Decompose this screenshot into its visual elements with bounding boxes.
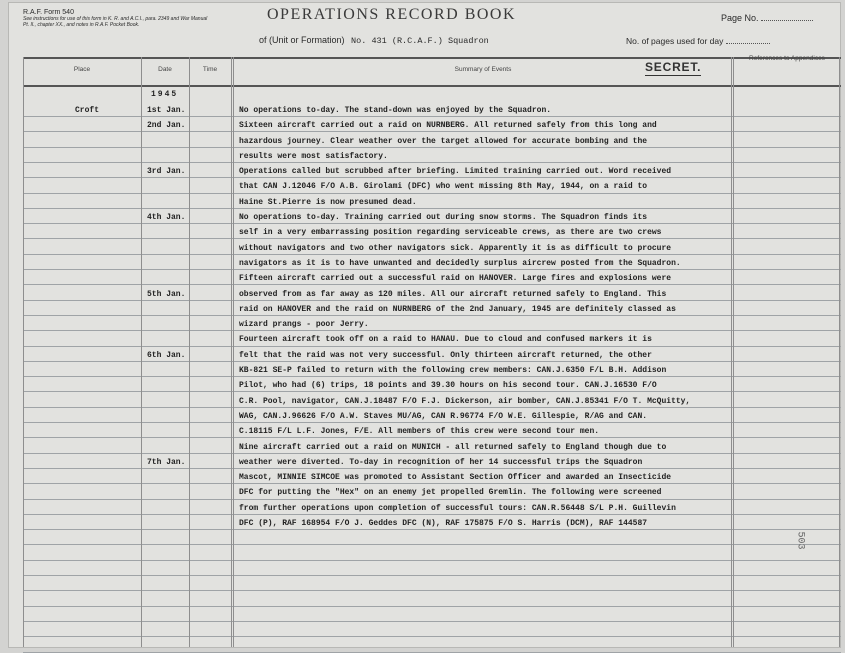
summary-line: No operations to-day. The stand-down was enjoyed by the Squadron. (239, 106, 552, 115)
summary-line: wizard prangs - poor Jerry. (239, 320, 369, 330)
summary-line: from further operations upon completion of successful tours: CAN.R.56448 S/L P.H. Guillevin (239, 503, 676, 513)
row-rule (23, 560, 841, 561)
form-name: R.A.F. Form 540 (23, 9, 74, 16)
summary-line: self in a very embarrassing position regarding serviceable crews, as there are two crews (239, 228, 662, 238)
row-rule (23, 544, 841, 545)
summary-line: results were most satisfactory. (239, 151, 388, 161)
summary-line: WAG, CAN.J.96626 F/O A.W. Staves MU/AG, CAN R.96774 F/O W.E. Gillespie, R/AG and CAN. (239, 411, 648, 421)
time-divider (231, 57, 232, 647)
secret-stamp: SECRET. (645, 60, 702, 74)
left-border (23, 57, 24, 647)
unit-value: No. 431 (R.C.A.F.) Squadron (351, 36, 489, 46)
date-entry: 1st Jan. (147, 106, 186, 115)
year-label: 1945 (151, 90, 179, 99)
col-place: Place (73, 66, 91, 73)
margin-note: 503 (794, 531, 806, 550)
pages-used-value (726, 43, 770, 44)
date-divider (189, 57, 190, 647)
date-entry: 3rd Jan. (147, 167, 186, 177)
page-number-field (721, 13, 813, 23)
row-rule (23, 652, 841, 653)
summary-line: C.R. Pool, navigator, CAN.J.18487 F/O F.J. Dickerson, air bomber, CAN.J.85341 F/O T. McQuitty, (239, 396, 691, 406)
header-bottom-rule (23, 85, 841, 87)
summary-line: Operations called but scrubbed after briefing. Limited training carried out. Word received (239, 167, 672, 177)
page-title: OPERATIONS RECORD BOOK (267, 6, 517, 23)
pages-used-field (626, 36, 770, 46)
unit-label: of (Unit or Formation) (259, 35, 345, 45)
summary-line: Mascot, MINNIE SIMCOE was promoted to Assistant Section Officer and awarded an Insecticide (239, 473, 672, 483)
col-date: Date (158, 66, 172, 73)
place-croft: Croft (75, 106, 100, 115)
summary-line: hazardous journey. Clear weather over the target allowed for accurate bombing and the (239, 136, 648, 146)
summary-line: Pilot, who had (6) trips, 18 points and 39.30 hours on his second tour. CAN.J.16530 F/O (239, 381, 657, 391)
table-top-rule (23, 57, 841, 59)
row-rule (23, 621, 841, 622)
date-entry: 5th Jan. (147, 289, 186, 299)
right-border (839, 57, 840, 647)
summary-divider (731, 57, 732, 647)
summary-line: KB-821 SE-P failed to return with the following crew members: CAN.J.6350 F/L B.H. Addison (239, 366, 667, 376)
date-entry: 7th Jan. (147, 457, 186, 467)
col-references: References to Appendices (749, 55, 825, 62)
date-entry: 6th Jan. (147, 350, 186, 360)
unit-field (259, 35, 489, 46)
summary-line: without navigators and two other navigators sick. Apparently it is as difficult to procure (239, 243, 672, 253)
summary-line: raid on HANOVER and the raid on NURNBERG of the 2nd January, 1945 are definitely classed as (239, 304, 676, 314)
place-divider (141, 57, 142, 647)
summary-text (239, 103, 690, 531)
page-number-value (761, 20, 813, 21)
summary-line: No operations to-day. Training carried out during snow storms. The Squadron finds its (239, 213, 648, 223)
summary-line: Sixteen aircraft carried out a raid on NURNBERG. All returned safely from this long and (239, 121, 657, 131)
summary-line: Fifteen aircraft carried out a successful raid on HANOVER. Large fires and explosions were (239, 274, 672, 284)
summary-line: DFC for putting the "Hex" on an enemy jet propelled Gremlin. The following were screened (239, 488, 662, 498)
summary-line: observed from as far away as 120 miles. All our aircraft returned safely to England. This (239, 289, 667, 299)
row-rule (23, 606, 841, 607)
col-time: Time (202, 66, 218, 73)
row-rule (23, 590, 841, 591)
row-rule (23, 575, 841, 576)
summary-line: Haine St.Pierre is now presumed dead. (239, 197, 417, 207)
pages-used-label: No. of pages used for day (626, 36, 724, 46)
page-number-label: Page No. (721, 13, 759, 23)
summary-line: felt that the raid was not very successful. Only thirteen aircraft returned, the other (239, 350, 652, 360)
summary-line: Nine aircraft carried out a raid on MUNICH - all returned safely to England though due to (239, 442, 667, 452)
summary-line: navigators as it is to have unwanted and decidedly surplus aircrew posted from the Squadron. (239, 258, 681, 268)
form-instructions: See instructions for use of this form in K. R. and A.C.I., para. 2349 and War Manual Pt. II., chapter XX., and notes in R.A.F. Pocket Book. (23, 16, 208, 28)
ruled-table (23, 57, 841, 647)
form-header (23, 9, 213, 28)
date-entry: 4th Jan. (147, 213, 186, 223)
summary-line: weather were diverted. To-day in recognition of her 14 successful trips the Squadron (239, 457, 643, 467)
row-rule (23, 636, 841, 637)
summary-line: that CAN J.12046 F/O A.B. Girolami (DFC) who went missing 8th May, 1944, on a raid to (239, 182, 648, 192)
col-summary: Summary of Events (454, 66, 512, 73)
summary-line: Fourteen aircraft took off on a raid to HANAU. Due to cloud and confused markers it is (239, 335, 652, 345)
record-sheet (8, 2, 841, 648)
summary-line: C.18115 F/L L.F. Jones, F/E. All members of this crew were second tour men. (239, 427, 600, 437)
date-entry: 2nd Jan. (147, 121, 186, 131)
summary-line: DFC (P), RAF 168954 F/O J. Geddes DFC (N), RAF 175875 F/O S. Harris (DCM), RAF 144587 (239, 519, 648, 529)
